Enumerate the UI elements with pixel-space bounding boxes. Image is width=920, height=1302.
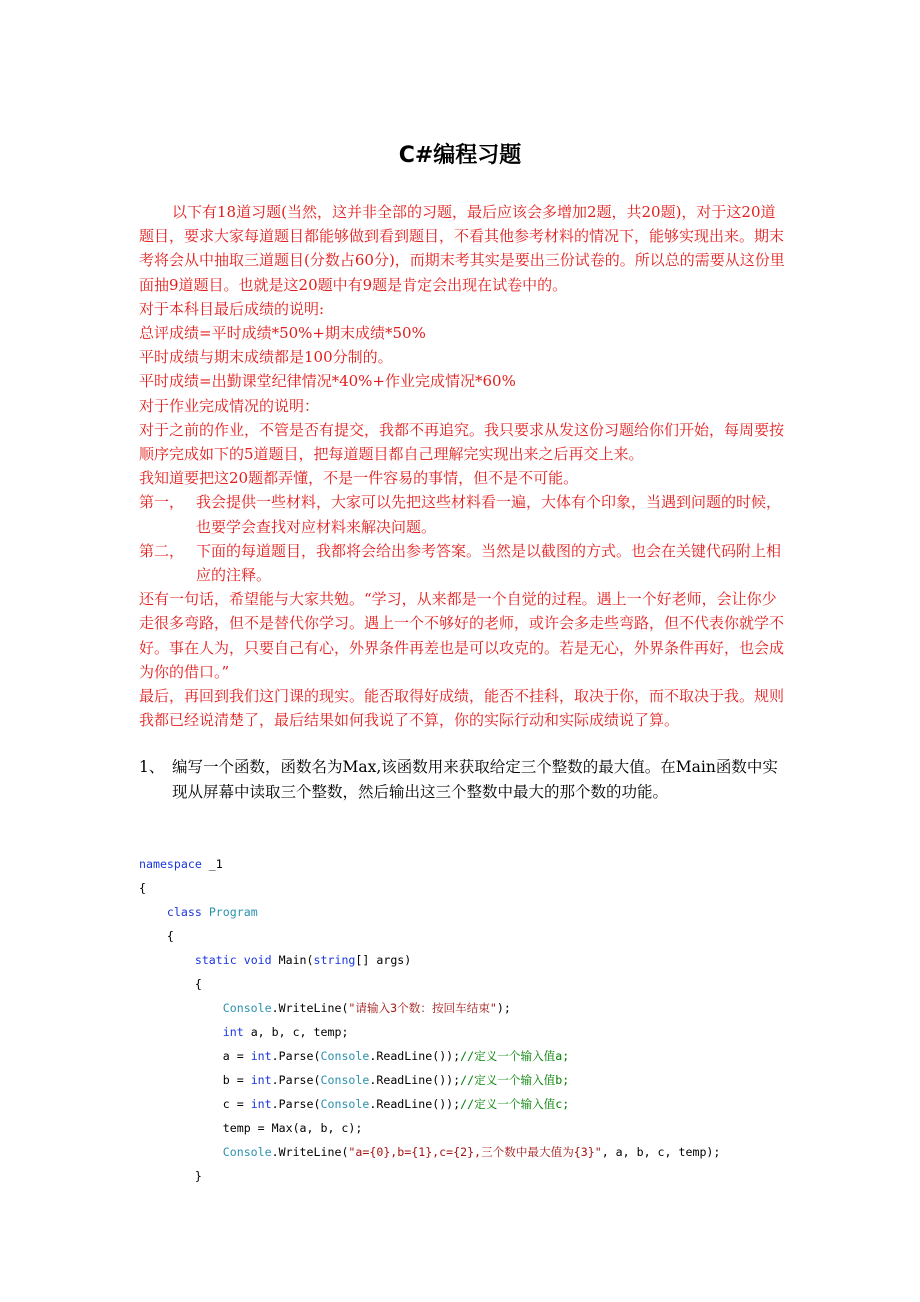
- code-keyword: static: [194, 953, 237, 967]
- code-text: .Parse(: [271, 1073, 321, 1087]
- code-line: [139, 852, 839, 876]
- code-comment: //定义一个输入值b;: [460, 1073, 570, 1087]
- code-keyword: int: [250, 1073, 272, 1087]
- code-text: {: [139, 881, 146, 895]
- code-line: [139, 1020, 839, 1044]
- code-line: [139, 1140, 839, 1164]
- code-line: [139, 948, 839, 972]
- code-type: Console: [320, 1097, 370, 1111]
- code-keyword: string: [313, 953, 356, 967]
- code-text: }: [194, 1169, 202, 1183]
- homework-note: 对于之前的作业，不管是否有提交，我都不再追究。我只要求从发这份习题给你们开始，每周要按顺序完成如下的5道题目，把每道题目都自己理解完实现出来之后再交上来。: [139, 420, 785, 464]
- question-1: [139, 755, 789, 805]
- list-item-number: 第二，: [139, 541, 185, 560]
- list-item-number: 第一，: [139, 493, 185, 512]
- question-number: 1、: [139, 758, 165, 776]
- code-keyword: void: [243, 953, 272, 967]
- code-line: [139, 876, 839, 900]
- code-text: );: [496, 1001, 511, 1015]
- code-keyword: namespace: [139, 857, 202, 871]
- code-block: [139, 852, 839, 1188]
- code-keyword: class: [166, 905, 202, 919]
- grade-formula-regular: 平时成绩=出勤课堂纪律情况*40%+作业完成情况*60%: [139, 372, 516, 391]
- code-type: Console: [222, 1145, 272, 1159]
- code-text: .Parse(: [271, 1049, 321, 1063]
- closing-paragraph: 最后，再回到我们这门课的现实。能否取得好成绩，能否不挂科，取决于你，而不取决于我。规则我都已经说清楚了，最后结果如何我说了不算，你的实际行动和实际成绩说了算。: [139, 687, 785, 730]
- code-text: .ReadLine());: [369, 1049, 461, 1063]
- grade-note-heading: 对于本科目最后成绩的说明:: [139, 299, 325, 318]
- code-text: {: [194, 977, 202, 991]
- code-string: "请输入3个数：按回车结束": [348, 1001, 497, 1015]
- code-type: Console: [222, 1001, 272, 1015]
- code-line: [139, 972, 839, 996]
- code-text: .ReadLine());: [369, 1097, 461, 1111]
- code-text: b =: [222, 1073, 251, 1087]
- homework-note-heading: 对于作业完成情况的说明：: [139, 396, 320, 415]
- motto-paragraph: 还有一句话，希望能与大家共勉。“学习，从来都是一个自觉的过程。遇上一个好老师，会让你少走很多弯路，但不是替代你学习。遇上一个不够好的老师，或许会多走些弯路，但不代表你就学不好。事在人为，只要自己有心，外界条件再差也是可以攻克的。若是无心，外界条件再好，也会成为你的借口。”: [139, 590, 785, 681]
- code-line: [139, 1164, 839, 1188]
- code-text: a, b, c, temp;: [243, 1025, 349, 1039]
- code-text: [] args): [355, 953, 412, 967]
- code-line: [139, 924, 839, 948]
- code-text: Main(: [271, 953, 314, 967]
- code-type: Console: [320, 1049, 370, 1063]
- code-line: [139, 1068, 839, 1092]
- code-text: .WriteLine(: [271, 1145, 349, 1159]
- grade-scale-note: 平时成绩与期末成绩都是100分制的。: [139, 348, 393, 367]
- list-item: [139, 539, 789, 587]
- code-line: [139, 1044, 839, 1068]
- code-keyword: int: [250, 1097, 272, 1111]
- code-text: c =: [222, 1097, 251, 1111]
- page-title: C#编程习题: [398, 143, 522, 168]
- code-text: .Parse(: [271, 1097, 321, 1111]
- code-string: "a={0},b={1},c={2},三个数中最大值为{3}": [348, 1145, 602, 1159]
- code-line: [139, 996, 839, 1020]
- code-text: _1: [201, 857, 223, 871]
- code-line: [139, 1092, 839, 1116]
- code-type: Program: [208, 905, 258, 919]
- code-comment: //定义一个输入值c;: [460, 1097, 570, 1111]
- code-text: .WriteLine(: [271, 1001, 349, 1015]
- code-keyword: int: [222, 1025, 244, 1039]
- code-text: a =: [222, 1049, 251, 1063]
- code-keyword: int: [250, 1049, 272, 1063]
- list-item-text: 我会提供一些材料，大家可以先把这些材料看一遍，大体有个印象，当遇到问题的时候，也要学会查找对应材料来解决问题。: [196, 493, 782, 536]
- difficulty-note: 我知道要把这20题都弄懂，不是一件容易的事情，但不是不可能。: [139, 469, 579, 488]
- intro-paragraph: 以下有18道习题(当然，这并非全部的习题，最后应该会多增加2题，共20题)，对于这20道题目，要求大家每道题目都能够做到看到题目，不看其他参考材料的情况下，能够实现出来。期末考将会从中抽取三道题目(分数占60分)，而期末考其实是要出三份试卷的。所以总的需要从这份里面抽9道题目。也就是这20题中有9题是肯定会出现在试卷中的。: [139, 203, 785, 294]
- list-item-text: 下面的每道题目，我都将会给出参考答案。当然是以截图的方式。也会在关键代码附上相应的注释。: [196, 541, 782, 585]
- grade-formula-total: 总评成绩=平时成绩*50%+期末成绩*50%: [139, 324, 426, 343]
- code-line: [139, 900, 839, 924]
- code-type: Console: [320, 1073, 370, 1087]
- code-text: temp = Max(a, b, c);: [222, 1121, 363, 1135]
- code-text: , a, b, c, temp);: [601, 1145, 721, 1159]
- list-item: [139, 490, 789, 538]
- code-text: {: [166, 929, 174, 943]
- code-line: [139, 1116, 839, 1140]
- question-text: 编写一个函数，函数名为Max,该函数用来获取给定三个整数的最大值。在Main函数中实现从屏幕中读取三个整数，然后输出这三个整数中最大的那个数的功能。: [172, 758, 778, 801]
- code-text: .ReadLine());: [369, 1073, 461, 1087]
- intro-section: [139, 200, 789, 732]
- code-comment: //定义一个输入值a;: [460, 1049, 570, 1063]
